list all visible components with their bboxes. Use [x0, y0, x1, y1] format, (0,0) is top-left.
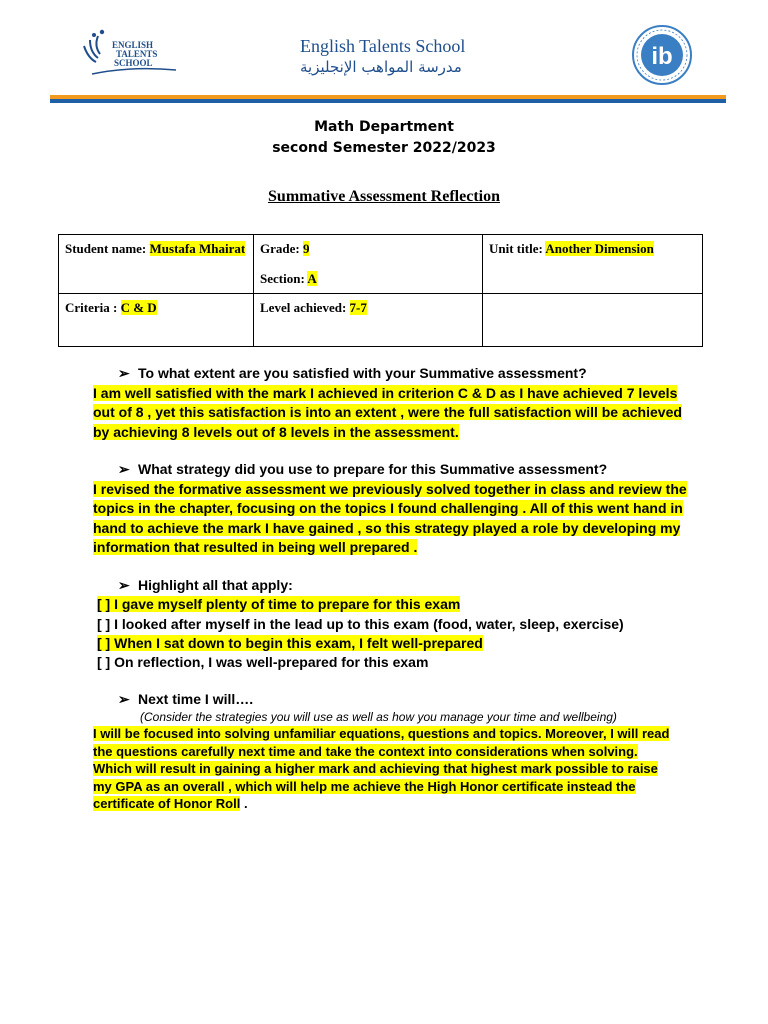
svg-text:SCHOOL: SCHOOL	[114, 58, 153, 68]
answer-text: I am well satisfied with the mark I achieved in criterion C & D as I have achieved 7 levels out of 8 , yet this satisfaction is into an extent , were the full satisfaction will be achieved by achieving 8 levels out of 8 levels in the assessment.	[93, 385, 682, 440]
option-text: [ ] I looked after myself in the lead up to this exam (food, water, sleep, exercise)	[97, 616, 624, 632]
question-text: To what extent are you satisfied with your Summative assessment?	[138, 365, 587, 381]
question-satisfaction	[118, 365, 587, 382]
criteria-value: C & D	[120, 300, 157, 315]
criteria-cell	[59, 294, 254, 347]
school-name-english: English Talents School	[300, 36, 466, 56]
question-text: Highlight all that apply:	[138, 577, 293, 593]
option-text: [ ] When I sat down to begin this exam, I felt well-prepared	[97, 635, 483, 651]
answer-text: I revised the formative assessment we previously solved together in class and review the topics in the chapter, focusing on the topics I found challenging . All of this went hand in hand to achieve the mark I have gained , so this strategy played a role by developing my information that resulted in being well prepared .	[93, 481, 687, 555]
answer-next-time	[93, 725, 673, 813]
student-name-value: Mustafa Mhairat	[149, 241, 246, 256]
department-heading: Math Department	[314, 119, 454, 135]
option-text: [ ] I gave myself plenty of time to prepare for this exam	[97, 596, 461, 612]
arrow-bullet-icon: ➢	[118, 461, 130, 477]
empty-cell	[483, 294, 703, 347]
question-highlight	[118, 577, 293, 594]
school-logo	[80, 26, 180, 84]
grade-label: Grade:	[260, 241, 300, 256]
option-text: [ ] On reflection, I was well-prepared for this exam	[97, 654, 429, 670]
svg-text:ENGLISH: ENGLISH	[112, 40, 154, 50]
question-strategy	[118, 461, 607, 478]
grade-value: 9	[302, 241, 310, 256]
question-note: (Consider the strategies you will use as well as how you manage your time and wellbeing)	[140, 710, 617, 724]
level-achieved-value: 7-7	[349, 300, 367, 315]
section-value: A	[307, 271, 317, 286]
option-item	[97, 635, 483, 651]
level-achieved-label: Level achieved:	[260, 300, 347, 315]
answer-end-punctuation: .	[240, 796, 248, 812]
ib-world-school-logo	[626, 24, 698, 86]
school-name-arabic: مدرسة المواهب الإنجليزية	[300, 58, 462, 76]
semester-heading: second Semester 2022/2023	[272, 140, 496, 156]
option-item	[97, 616, 624, 632]
arrow-bullet-icon: ➢	[118, 691, 130, 707]
section-label: Section:	[260, 271, 305, 286]
arrow-bullet-icon: ➢	[118, 365, 130, 381]
option-item	[97, 596, 460, 612]
option-item	[97, 654, 428, 670]
unit-title-cell	[483, 235, 703, 294]
svg-text:TALENTS: TALENTS	[116, 49, 158, 59]
question-text: What strategy did you use to prepare for this Summative assessment?	[138, 461, 608, 477]
header-divider-blue	[50, 99, 726, 103]
student-name-label: Student name:	[65, 241, 147, 256]
criteria-label: Criteria :	[65, 300, 118, 315]
svg-text:ib: ib	[651, 43, 673, 70]
document-title: Summative Assessment Reflection	[268, 188, 500, 205]
question-next-time	[118, 691, 253, 708]
unit-title-label: Unit title:	[489, 241, 543, 256]
student-info-table	[58, 234, 703, 347]
level-achieved-cell	[254, 294, 483, 347]
answer-strategy	[93, 480, 693, 557]
unit-title-value: Another Dimension	[545, 241, 654, 256]
grade-section-cell	[254, 235, 483, 294]
arrow-bullet-icon: ➢	[118, 577, 130, 593]
answer-text: I will be focused into solving unfamiliar equations, questions and topics. Moreover, I will read the questions carefully next time and take the context into considerations when solving. Which will result in gaining a higher mark and achieving that highest mark possible to raise my GPA as an overall , which will help me achieve the High Honor certificate instead the certificate of Honor Roll	[93, 726, 670, 812]
question-text: Next time I will….	[138, 691, 254, 707]
answer-satisfaction	[93, 384, 693, 442]
student-name-cell	[59, 235, 254, 294]
